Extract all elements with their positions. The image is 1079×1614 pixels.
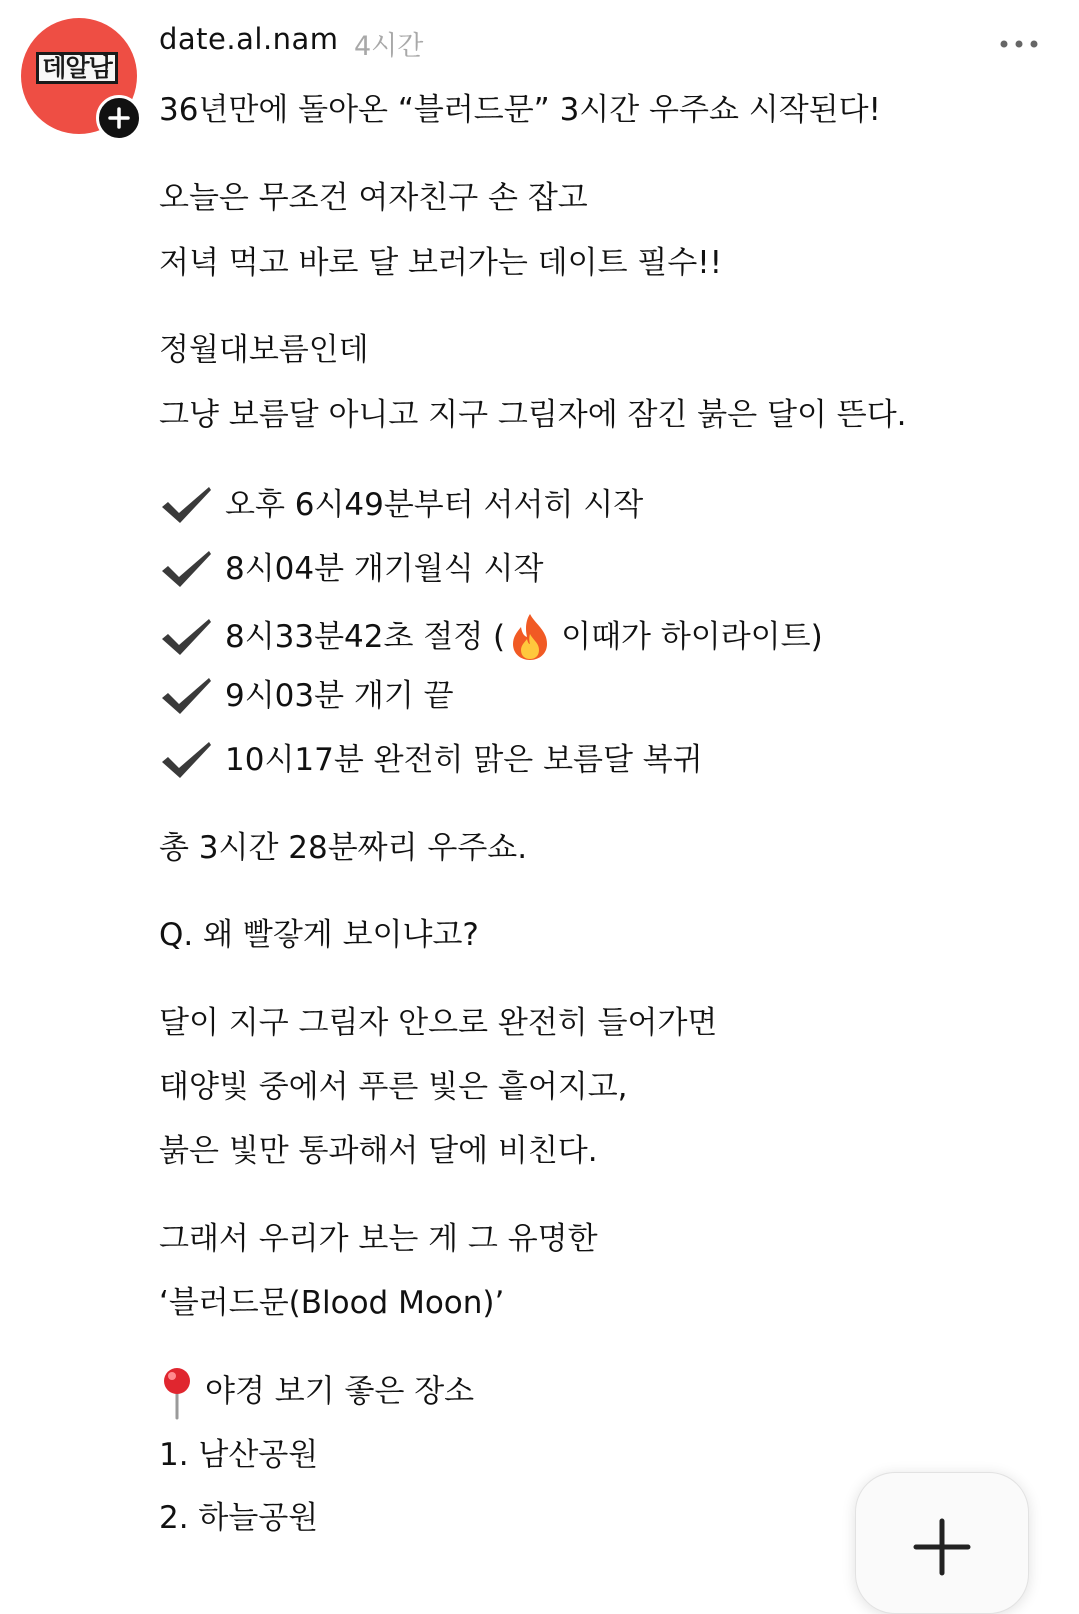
checklist-item xyxy=(159,485,643,525)
place-item: 2. 하늘공원 xyxy=(159,1500,319,1536)
checkmark-icon xyxy=(159,549,213,589)
username[interactable]: date.al.nam xyxy=(159,22,339,56)
checklist-item xyxy=(159,740,703,780)
checkmark-icon xyxy=(159,617,213,657)
places-heading xyxy=(159,1366,474,1420)
timestamp: 4시간 xyxy=(354,31,424,62)
checkmark-icon xyxy=(159,485,213,525)
checklist-text-highlight: 이때가 하이라이트) xyxy=(561,619,823,655)
post-text-line: 그래서 우리가 보는 게 그 유명한 xyxy=(159,1221,598,1257)
checklist-text: 10시17분 완전히 맑은 보름달 복귀 xyxy=(225,742,703,778)
checklist-text: 오후 6시49분부터 서서히 시작 xyxy=(225,487,644,523)
checklist-text: 8시33분42초 절정 ( xyxy=(225,619,506,655)
post-text-line: 저녁 먹고 바로 달 보러가는 데이트 필수!! xyxy=(159,245,723,281)
more-horizontal-icon xyxy=(999,39,1039,49)
checklist-text: 8시04분 개기월식 시작 xyxy=(225,551,544,587)
fire-icon xyxy=(507,612,553,662)
checklist-text: 9시03분 개기 끝 xyxy=(225,678,454,714)
follow-button[interactable] xyxy=(96,95,142,141)
checklist-item xyxy=(159,612,823,662)
post-text-line: 그냥 보름달 아니고 지구 그림자에 잠긴 붉은 달이 뜬다. xyxy=(159,397,907,433)
checklist-item xyxy=(159,676,454,716)
new-post-button[interactable] xyxy=(855,1472,1029,1614)
post-text-line: 달이 지구 그림자 안으로 완전히 들어가면 xyxy=(159,1005,718,1041)
post-text-line: Q. 왜 빨갛게 보이냐고? xyxy=(159,917,479,953)
checkmark-icon xyxy=(159,740,213,780)
post-text-line: 태양빛 중에서 푸른 빛은 흩어지고, xyxy=(159,1069,628,1105)
places-heading-text: 야경 보기 좋은 장소 xyxy=(205,1373,475,1410)
post-text-line: 오늘은 무조건 여자친구 손 잡고 xyxy=(159,180,588,216)
post-text-line: 총 3시간 28분짜리 우주쇼. xyxy=(159,830,528,866)
plus-icon xyxy=(912,1517,972,1577)
post-text-line: 붉은 빛만 통과해서 달에 비친다. xyxy=(159,1133,598,1169)
more-button[interactable] xyxy=(994,30,1044,58)
post-text-line: 정월대보름인데 xyxy=(159,332,369,368)
plus-icon xyxy=(107,106,131,130)
post-text-line: ‘블러드문(Blood Moon)’ xyxy=(159,1285,505,1321)
checklist-item xyxy=(159,549,543,589)
checkmark-icon xyxy=(159,676,213,716)
place-item: 1. 남산공원 xyxy=(159,1437,319,1473)
avatar-logo: 데알남 xyxy=(36,52,117,84)
pin-icon xyxy=(159,1366,195,1420)
post-title: 36년만에 돌아온 “블러드문” 3시간 우주쇼 시작된다! xyxy=(159,92,881,128)
